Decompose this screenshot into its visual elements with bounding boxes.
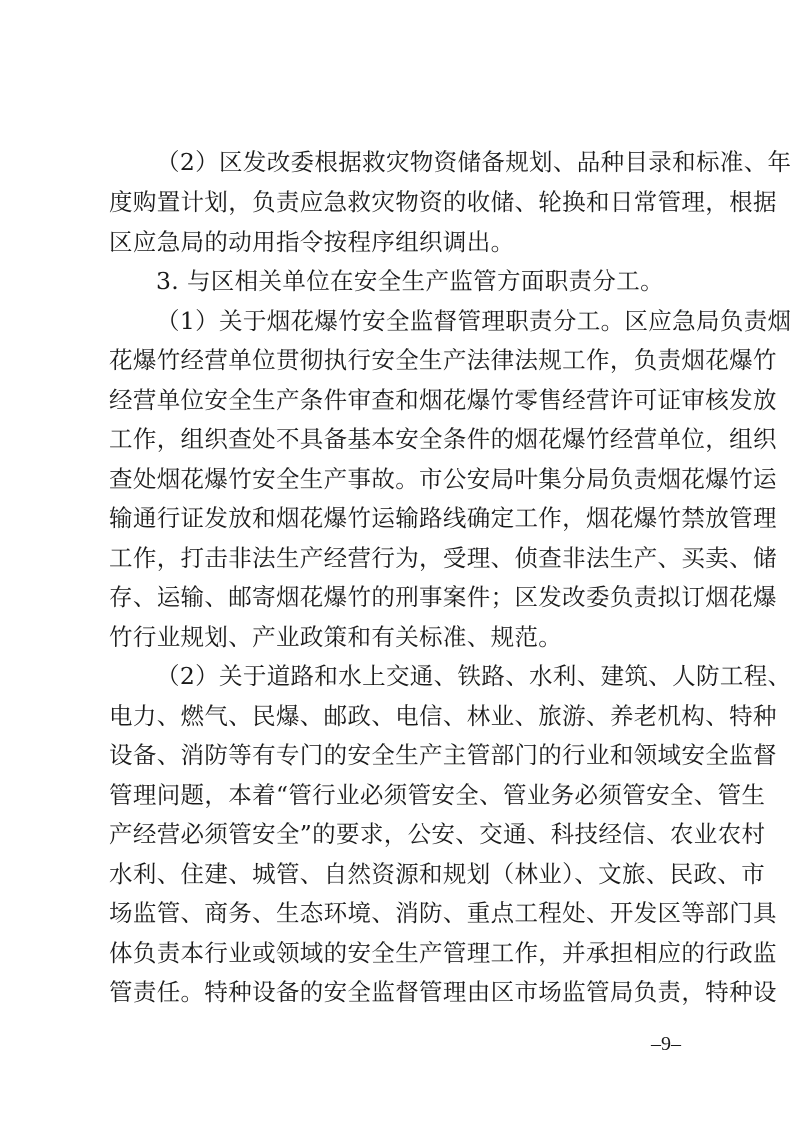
paragraph-line: （1）关于烟花爆竹安全监督管理职责分工。区应急局负责烟 bbox=[156, 307, 792, 335]
paragraph-line: 存、运输、邮寄烟花爆竹的刑事案件；区发改委负责拟订烟花爆 bbox=[109, 583, 777, 611]
paragraph-line: 经营单位安全生产条件审查和烟花爆竹零售经营许可证审核发放 bbox=[109, 386, 777, 414]
page-number: –9– bbox=[651, 1033, 681, 1055]
paragraph-line: 输通行证发放和烟花爆竹运输路线确定工作，烟花爆竹禁放管理 bbox=[109, 504, 777, 532]
paragraph-line: （2）区发改委根据救灾物资储备规划、品种目录和标准、年 bbox=[156, 148, 792, 176]
paragraph-line: 查处烟花爆竹安全生产事故。市公安局叶集分局负责烟花爆竹运 bbox=[109, 465, 777, 493]
paragraph-line: 电力、燃气、民爆、邮政、电信、林业、旅游、养老机构、特种 bbox=[109, 702, 777, 730]
paragraph-line: 区应急局的动用指令按程序组织调出。 bbox=[109, 228, 515, 256]
paragraph-line: 管责任。特种设备的安全监督管理由区市场监管局负责，特种设 bbox=[109, 978, 777, 1006]
paragraph-line: 度购置计划，负责应急救灾物资的收储、轮换和日常管理，根据 bbox=[109, 188, 777, 216]
paragraph-line: 水利、住建、城管、自然资源和规划（林业）、文旅、民政、市 bbox=[109, 860, 766, 888]
paragraph-line: 体负责本行业或领域的安全生产管理工作，并承担相应的行政监 bbox=[109, 939, 777, 967]
paragraph-line: 工作，组织查处不具备基本安全条件的烟花爆竹经营单位，组织 bbox=[109, 425, 777, 453]
paragraph-line: （2）关于道路和水上交通、铁路、水利、建筑、人防工程、 bbox=[156, 662, 792, 690]
paragraph-line: 管理问题，本着“管行业必须管安全、管业务必须管安全、管生 bbox=[109, 781, 766, 809]
paragraph-line: 产经营必须管安全”的要求，公安、交通、科技经信、农业农村 bbox=[109, 820, 766, 848]
section-heading: 3. 与区相关单位在安全生产监管方面职责分工。 bbox=[156, 267, 664, 295]
paragraph-line: 工作，打击非法生产经营行为，受理、侦查非法生产、买卖、储 bbox=[109, 544, 777, 572]
paragraph-line: 场监管、商务、生态环境、消防、重点工程处、开发区等部门具 bbox=[109, 899, 777, 927]
paragraph-line: 花爆竹经营单位贯彻执行安全生产法律法规工作，负责烟花爆竹 bbox=[109, 346, 777, 374]
paragraph-line: 设备、消防等有专门的安全生产主管部门的行业和领域安全监督 bbox=[109, 741, 777, 769]
paragraph-line: 竹行业规划、产业政策和有关标准、规范。 bbox=[109, 623, 563, 651]
